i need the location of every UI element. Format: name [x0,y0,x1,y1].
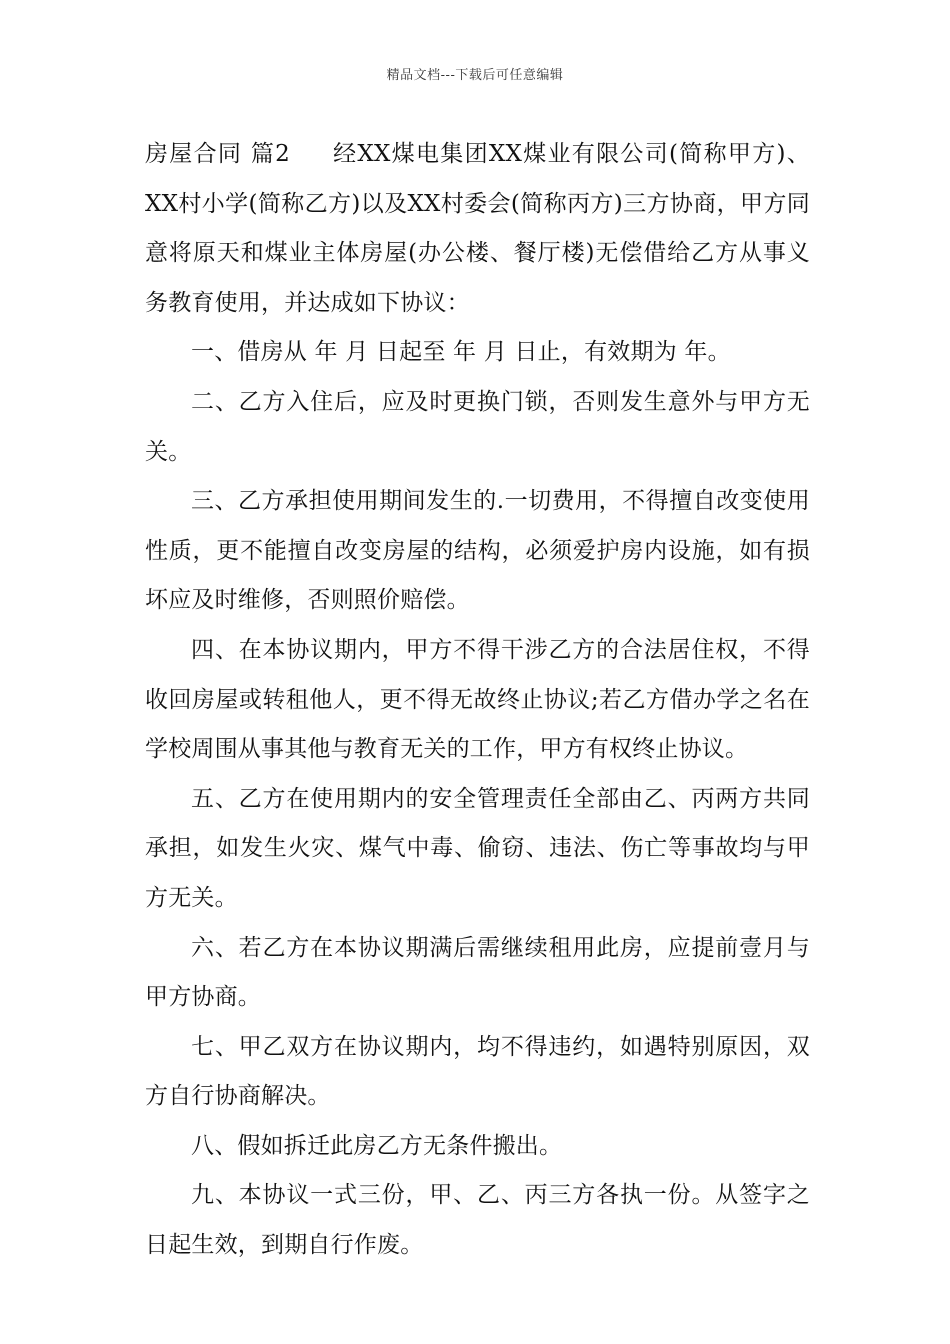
clause-7: 七、甲乙双方在协议期内，均不得违约，如遇特别原因，双方自行协商解决。 [145,1033,810,1110]
clause-9: 九、本协议一式三份，甲、乙、丙三方各执一份。从签字之日起生效，到期自行作废。 [145,1182,810,1259]
document-title: 房屋合同 篇2 [145,141,290,167]
intro-text: 经XX煤电集团XX煤业有限公司(简称甲方)、XX村小学(简称乙方)以及XX村委会(简称丙方)三方协商，甲方同意将原天和煤业主体房屋(办公楼、餐厅楼)无偿借给乙方从事义务教育使用，并达成如下协议： [145,141,810,316]
clause-6: 六、若乙方在本协议期满后需继续租用此房，应提前壹月与甲方协商。 [145,934,810,1011]
clause-3: 三、乙方承担使用期间发生的.一切费用，不得擅自改变使用性质，更不能擅自改变房屋的结构，必须爱护房内设施，如有损坏应及时维修，否则照价赔偿。 [145,488,810,614]
clause-2: 二、乙方入住后，应及时更换门锁，否则发生意外与甲方无关。 [145,388,810,465]
clause-4: 四、在本协议期内，甲方不得干涉乙方的合法居住权，不得收回房屋或转租他人，更不得无故终止协议;若乙方借办学之名在学校周围从事其他与教育无关的工作，甲方有权终止协议。 [145,636,810,763]
page-header: 精品文档---下载后可任意编辑 [386,68,564,83]
document-body [145,130,810,1271]
intro-paragraph [145,130,810,328]
clause-1: 一、借房从 年 月 日起至 年 月 日止，有效期为 年。 [191,339,731,366]
clause-8: 八、假如拆迁此房乙方无条件搬出。 [191,1132,563,1159]
clause-5: 五、乙方在使用期内的安全管理责任全部由乙、丙两方共同承担，如发生火灾、煤气中毒、偷窃、违法、伤亡等事故均与甲方无关。 [145,785,810,911]
